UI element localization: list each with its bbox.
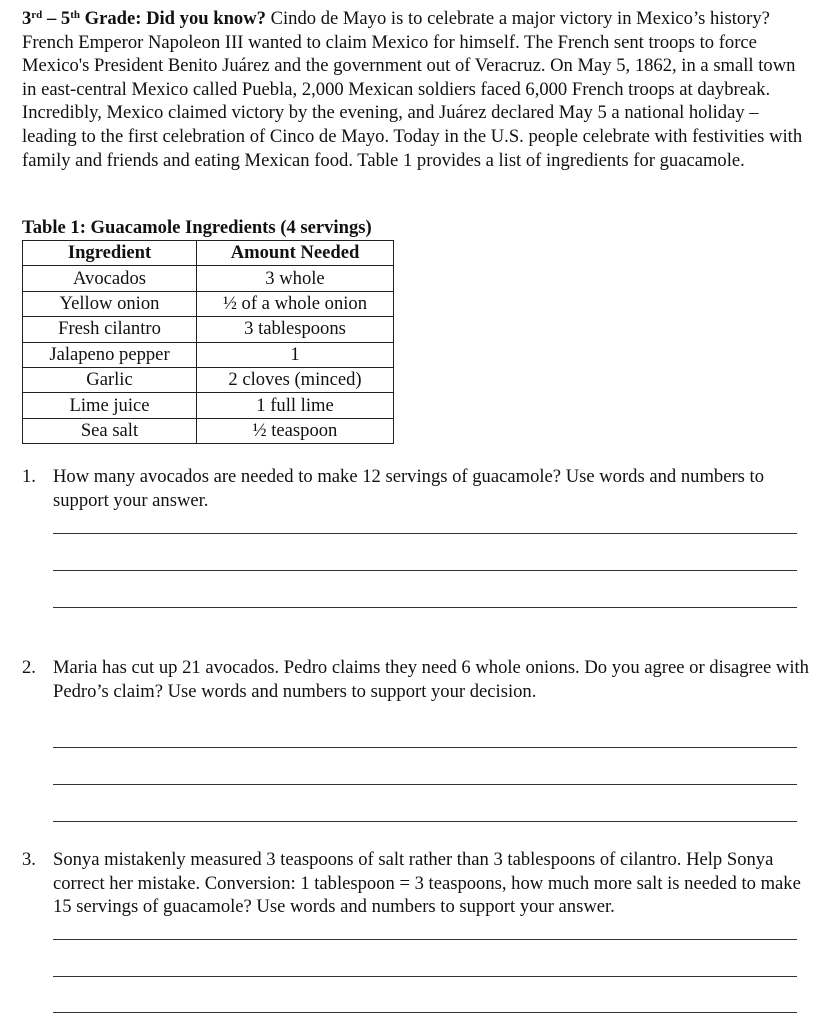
question-text: Maria has cut up 21 avocados. Pedro claims they need 6 whole onions. Do you agree or disagree with Pedro’s claim? Use words and numbers to support your decision. [53,657,809,702]
ingredient-cell: Avocados [23,266,197,291]
grade-sup-th: th [70,9,80,21]
question-number: 1. [22,466,36,487]
answer-line[interactable] [53,1012,797,1013]
ingredient-cell: Sea salt [23,418,197,443]
question-text: Sonya mistakenly measured 3 teaspoons of salt rather than 3 tablespoons of cilantro. Help Sonya correct her mistake. Conversion: 1 tablespoon = 3 teaspoons, how much more salt is needed to make 15 servings of guacamole? Use words and numbers to support your answer. [53,849,801,918]
grade-heading [22,8,266,29]
grade-title: Grade: Did you know? [79,8,266,29]
answer-line[interactable] [53,607,797,608]
table-row [23,393,394,418]
ingredient-cell: Yellow onion [23,291,197,316]
table-row [23,266,394,291]
table-caption: Table 1: Guacamole Ingredients (4 servings) [22,217,372,238]
question-1 [22,465,812,512]
grade-sup-rd: rd [31,9,43,21]
answer-line[interactable] [53,821,797,822]
ingredient-cell: Lime juice [23,393,197,418]
amount-cell: 2 cloves (minced) [197,367,394,392]
amount-cell: ½ teaspoon [197,418,394,443]
answer-line[interactable] [53,939,797,940]
table-row [23,291,394,316]
intro-text: Cindo de Mayo is to celebrate a major victory in Mexico’s history? French Emperor Napoleon III wanted to claim Mexico for himself. The French sent troops to force Mexico's President Benito Juárez and the government out of Veracruz. On May 5, 1862, in a small town in east-central Mexico called Puebla, 2,000 Mexican soldiers faced 6,000 French troops at daybreak. Incredibly, Mexico claimed victory by the evening, and Juárez declared May 5 a national holiday – leading to the first celebration of Cinco de Mayo. Today in the U.S. people celebrate with festivities with family and friends and eating Mexican food. Table 1 provides a list of ingredients for guacamole. [22,8,803,171]
amount-cell: 3 tablespoons [197,317,394,342]
answer-line[interactable] [53,533,797,534]
answer-line[interactable] [53,976,797,977]
intro-paragraph [22,7,812,172]
ingredient-cell: Fresh cilantro [23,317,197,342]
grade-start: 3 [22,8,32,29]
amount-cell: 1 full lime [197,393,394,418]
answer-line[interactable] [53,747,797,748]
ingredient-cell: Jalapeno pepper [23,342,197,367]
amount-cell: ½ of a whole onion [197,291,394,316]
column-header-ingredient: Ingredient [23,241,197,266]
table-row [23,418,394,443]
table-row [23,342,394,367]
column-header-amount: Amount Needed [197,241,394,266]
question-number: 2. [22,657,36,678]
question-number: 3. [22,849,36,870]
question-text: How many avocados are needed to make 12 servings of guacamole? Use words and numbers to support your answer. [53,466,764,511]
question-3 [22,848,812,919]
ingredient-cell: Garlic [23,367,197,392]
ingredients-table [22,240,394,444]
table-row [23,367,394,392]
table-header-row [23,241,394,266]
amount-cell: 1 [197,342,394,367]
grade-mid: – 5 [42,8,71,29]
answer-line[interactable] [53,784,797,785]
question-2 [22,656,812,703]
answer-line[interactable] [53,570,797,571]
table-row [23,317,394,342]
amount-cell: 3 whole [197,266,394,291]
